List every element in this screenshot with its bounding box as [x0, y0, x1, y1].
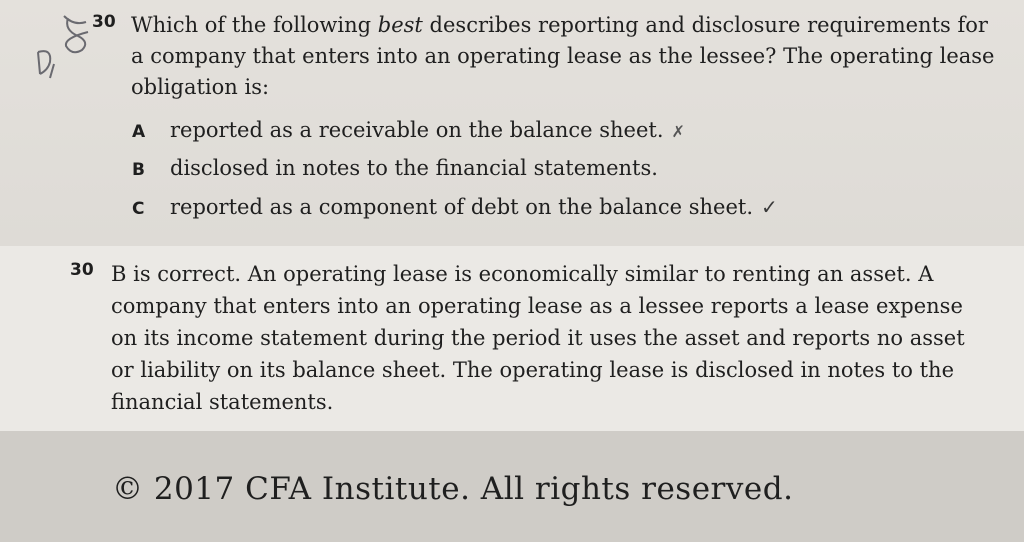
wrong-mark-icon: ✗: [671, 122, 685, 141]
option-letter: C: [132, 199, 145, 219]
option-letter: B: [132, 160, 145, 180]
option-letter: A: [132, 122, 146, 142]
handwritten-mark: [28, 12, 98, 82]
question-stem: Which of the following best describes reporting and disclosure requirements for a company that enters into an operating lease as the lessee? The operating lease obligation is:: [131, 13, 995, 99]
option-text: reported as a receivable on the balance sheet.: [170, 118, 664, 142]
option-c: [132, 193, 778, 223]
question-number: 30: [92, 12, 116, 32]
option-a: [132, 116, 685, 146]
page-footer: [0, 431, 1024, 542]
question-section: [0, 0, 1024, 246]
copyright-notice: © 2017 CFA Institute. All rights reserved.: [112, 471, 794, 507]
answer-number: 30: [70, 260, 94, 280]
answer-explanation: B is correct. An operating lease is economically similar to renting an asset. A company that enters into an operating lease as a lessee reports a lease expense on its income statement during the period it uses the asset and reports no asset or liability on its balance sheet. The operating lease is disclosed in notes to the financial statements.: [111, 262, 965, 414]
option-text: reported as a component of debt on the balance sheet.: [170, 195, 754, 219]
answer-section: [0, 246, 1024, 431]
option-text: disclosed in notes to the financial statements.: [170, 156, 658, 180]
check-mark-icon: ✓: [761, 195, 778, 219]
option-b: [132, 154, 658, 184]
